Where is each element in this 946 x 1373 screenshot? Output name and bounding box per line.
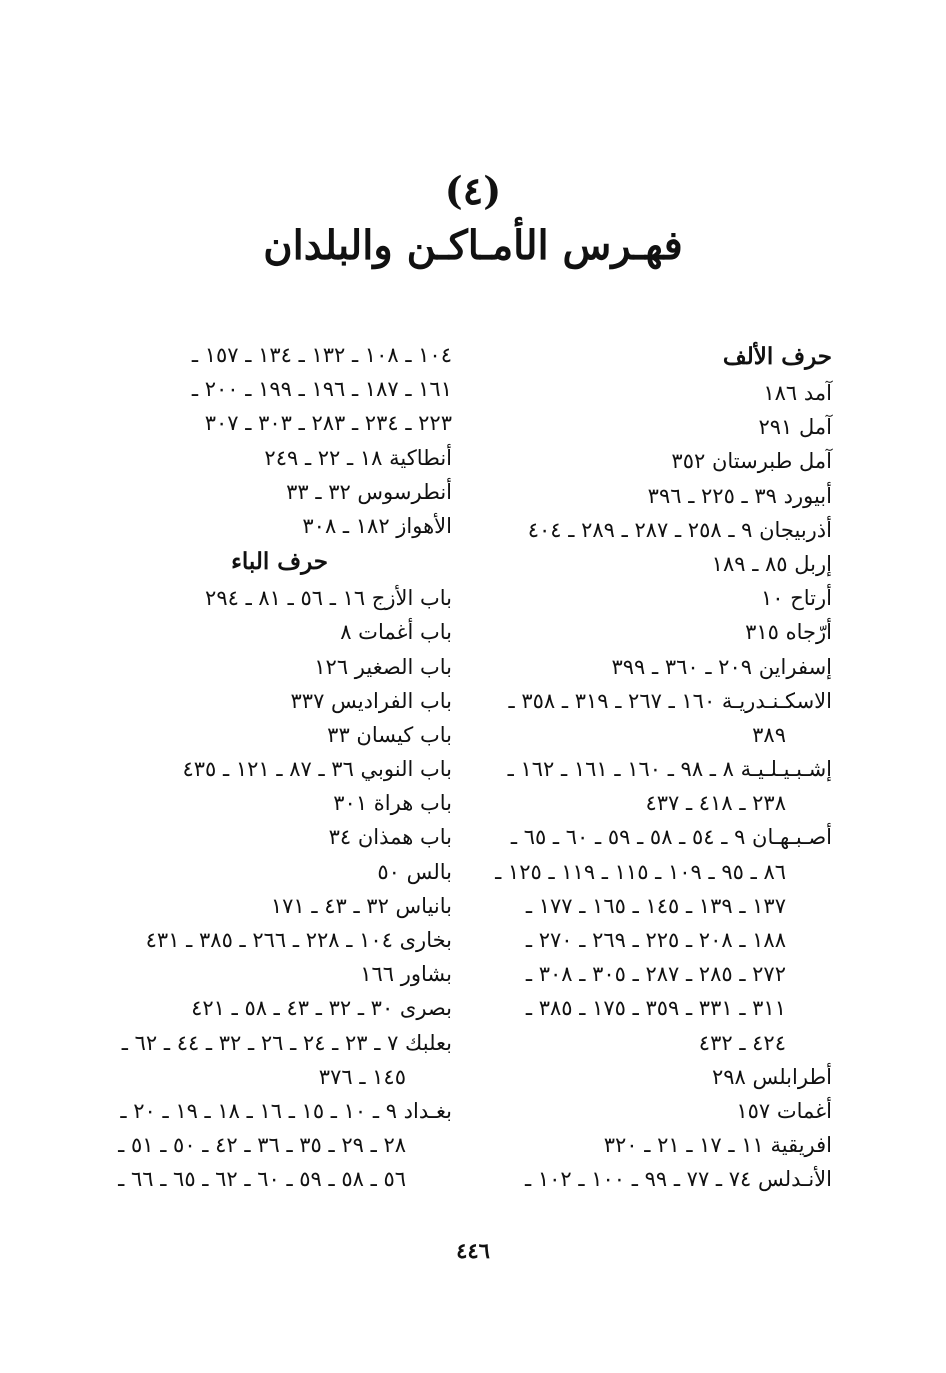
index-entry-continuation: ١٣٧ ـ ١٣٩ ـ ١٤٥ ـ ١٦٥ ـ ١٧٧ ـ bbox=[525, 893, 786, 918]
index-entry: ٢٢٣ ـ ٢٣٤ ـ ٢٨٣ ـ ٣٠٣ ـ ٣٠٧ bbox=[204, 411, 452, 436]
index-entry: ١٦١ ـ ١٨٧ ـ ١٩٦ ـ ١٩٩ ـ ٢٠٠ ـ bbox=[191, 377, 452, 402]
index-entry-continuation: ٢٧٢ ـ ٢٨٥ ـ ٢٨٧ ـ ٣٠٥ ـ ٣٠٨ ـ bbox=[525, 962, 786, 987]
index-entry: باب همذان ٣٤ bbox=[328, 825, 452, 850]
index-entry-continuation: ١٨٨ ـ ٢٠٨ ـ ٢٢٥ ـ ٢٦٩ ـ ٢٧٠ ـ bbox=[525, 928, 786, 952]
index-entry: بخارى ١٠٤ ـ ٢٢٨ ـ ٢٦٦ ـ ٣٨٥ ـ ٤٣١ bbox=[145, 928, 452, 952]
index-entry: بشاور ١٦٦ bbox=[360, 962, 452, 987]
index-entry: باب الفراديس ٣٣٧ bbox=[290, 688, 452, 713]
index-entry: بغـداد ٩ ـ ١٠ ـ ١٥ ـ ١٦ ـ ١٨ ـ ١٩ ـ ٢٠ ـ bbox=[120, 1098, 452, 1123]
section-heading-alif: حرف الألف bbox=[722, 343, 832, 370]
index-entry-continuation: ١٤٥ ـ ٣٧٦ bbox=[318, 1064, 406, 1089]
index-entry-continuation: ٣٨٩ bbox=[752, 722, 786, 747]
index-entry: افريقية ١١ ـ ١٧ ـ ٢١ ـ ٣٢٠ bbox=[603, 1133, 832, 1158]
index-entry: ١٠٤ ـ ١٠٨ ـ ١٣٢ ـ ١٣٤ ـ ١٥٧ ـ bbox=[191, 343, 452, 367]
index-entry: باب الأزج ١٦ ـ ٥٦ ـ ٨١ ـ ٢٩٤ bbox=[205, 586, 452, 611]
index-title: فهـرس الأمـاكـن والبلدان bbox=[263, 222, 683, 269]
page-number: ٤٤٦ bbox=[456, 1238, 490, 1263]
index-entry: أبيورد ٣٩ ـ ٢٢٥ ـ ٣٩٦ bbox=[647, 483, 832, 508]
index-entry-continuation: ٢٣٨ ـ ٤١٨ ـ ٤٣٧ bbox=[645, 791, 786, 816]
index-entry: إسفراين ٢٠٩ ـ ٣٦٠ ـ ٣٩٩ bbox=[611, 654, 832, 679]
index-entry: باب كيسان ٣٣ bbox=[327, 722, 452, 747]
index-entry: أنطرسوس ٣٢ ـ ٣٣ bbox=[286, 479, 452, 504]
left-continued-entries bbox=[92, 338, 452, 543]
index-entry: باب أغمات ٨ bbox=[340, 620, 452, 645]
left-entries bbox=[92, 581, 452, 1196]
index-entry: أرّجاه ٣١٥ bbox=[745, 620, 832, 645]
index-entry-continuation: ٣١١ ـ ٣٣١ ـ ٣٥٩ ـ ١٧٥ ـ ٣٨٥ ـ bbox=[525, 996, 786, 1021]
index-entry-continuation: ٨٦ ـ ٩٥ ـ ١٠٩ ـ ١١٥ ـ ١١٩ ـ ١٢٥ ـ bbox=[495, 859, 786, 884]
right-column bbox=[482, 338, 832, 1197]
section-heading-ba: حرف الباء bbox=[231, 548, 328, 576]
index-entry: الاسكـنـدريـة ١٦٠ ـ ٢٦٧ ـ ٣١٩ ـ ٣٥٨ ـ bbox=[508, 688, 832, 713]
index-entry: آمل ٢٩١ bbox=[758, 415, 832, 440]
index-entry: باب هراة ٣٠١ bbox=[333, 791, 452, 816]
index-entry-continuation: ٢٨ ـ ٢٩ ـ ٣٥ ـ ٣٦ ـ ٤٢ ـ ٥٠ ـ ٥١ ـ bbox=[118, 1133, 406, 1158]
index-entry: بانياس ٣٢ ـ ٤٣ ـ ١٧١ bbox=[270, 893, 452, 918]
index-entry-continuation: ٥٦ ـ ٥٨ ـ ٥٩ ـ ٦٠ ـ ٦٢ ـ ٦٥ ـ ٦٦ ـ bbox=[118, 1167, 406, 1192]
right-entries bbox=[482, 376, 832, 1197]
index-entry: بالس ٥٠ bbox=[377, 859, 452, 884]
index-entry: أرتاح ١٠ bbox=[760, 586, 832, 611]
index-entry-continuation: ٤٢٤ ـ ٤٣٢ bbox=[698, 1030, 786, 1055]
index-entry: إربل ٨٥ ـ ١٨٩ bbox=[711, 551, 832, 576]
index-entry: أذربيجان ٩ ـ ٢٥٨ ـ ٢٨٧ ـ ٢٨٩ ـ ٤٠٤ bbox=[527, 517, 832, 542]
index-entry: بصرى ٣٠ ـ ٣٢ ـ ٤٣ ـ ٥٨ ـ ٤٢١ bbox=[191, 996, 452, 1021]
index-entry: باب الصغير ١٢٦ bbox=[314, 654, 452, 679]
index-entry: الأهواز ١٨٢ ـ ٣٠٨ bbox=[302, 513, 452, 538]
index-entry: أنطاكية ١٨ ـ ٢٢ ـ ٢٤٩ bbox=[264, 445, 452, 470]
index-entry: آمل طبرستان ٣٥٢ bbox=[671, 449, 832, 474]
index-entry: أغمات ١٥٧ bbox=[736, 1098, 832, 1123]
left-column bbox=[92, 338, 452, 1197]
index-entry: أصـبـهـان ٩ ـ ٥٤ ـ ٥٨ ـ ٥٩ ـ ٦٠ ـ ٦٥ ـ bbox=[510, 825, 832, 850]
index-number: (٤) bbox=[444, 168, 502, 213]
index-entry: باب النوبي ٣٦ ـ ٨٧ ـ ١٢١ ـ ٤٣٥ bbox=[182, 757, 452, 782]
index-entry: إشـبـيـلـيـة ٨ ـ ٩٨ ـ ١٦٠ ـ ١٦١ ـ ١٦٢ ـ bbox=[507, 757, 832, 782]
index-entry: بعلبك ٧ ـ ٢٣ ـ ٢٤ ـ ٢٦ ـ ٣٢ ـ ٤٤ ـ ٦٢ ـ bbox=[121, 1030, 452, 1055]
index-entry: الأنـدلس ٧٤ ـ ٧٧ ـ ٩٩ ـ ١٠٠ ـ ١٠٢ ـ bbox=[525, 1167, 832, 1192]
index-entry: أطرابلس ٢٩٨ bbox=[711, 1064, 832, 1089]
index-entry: آمد ١٨٦ bbox=[763, 381, 832, 405]
